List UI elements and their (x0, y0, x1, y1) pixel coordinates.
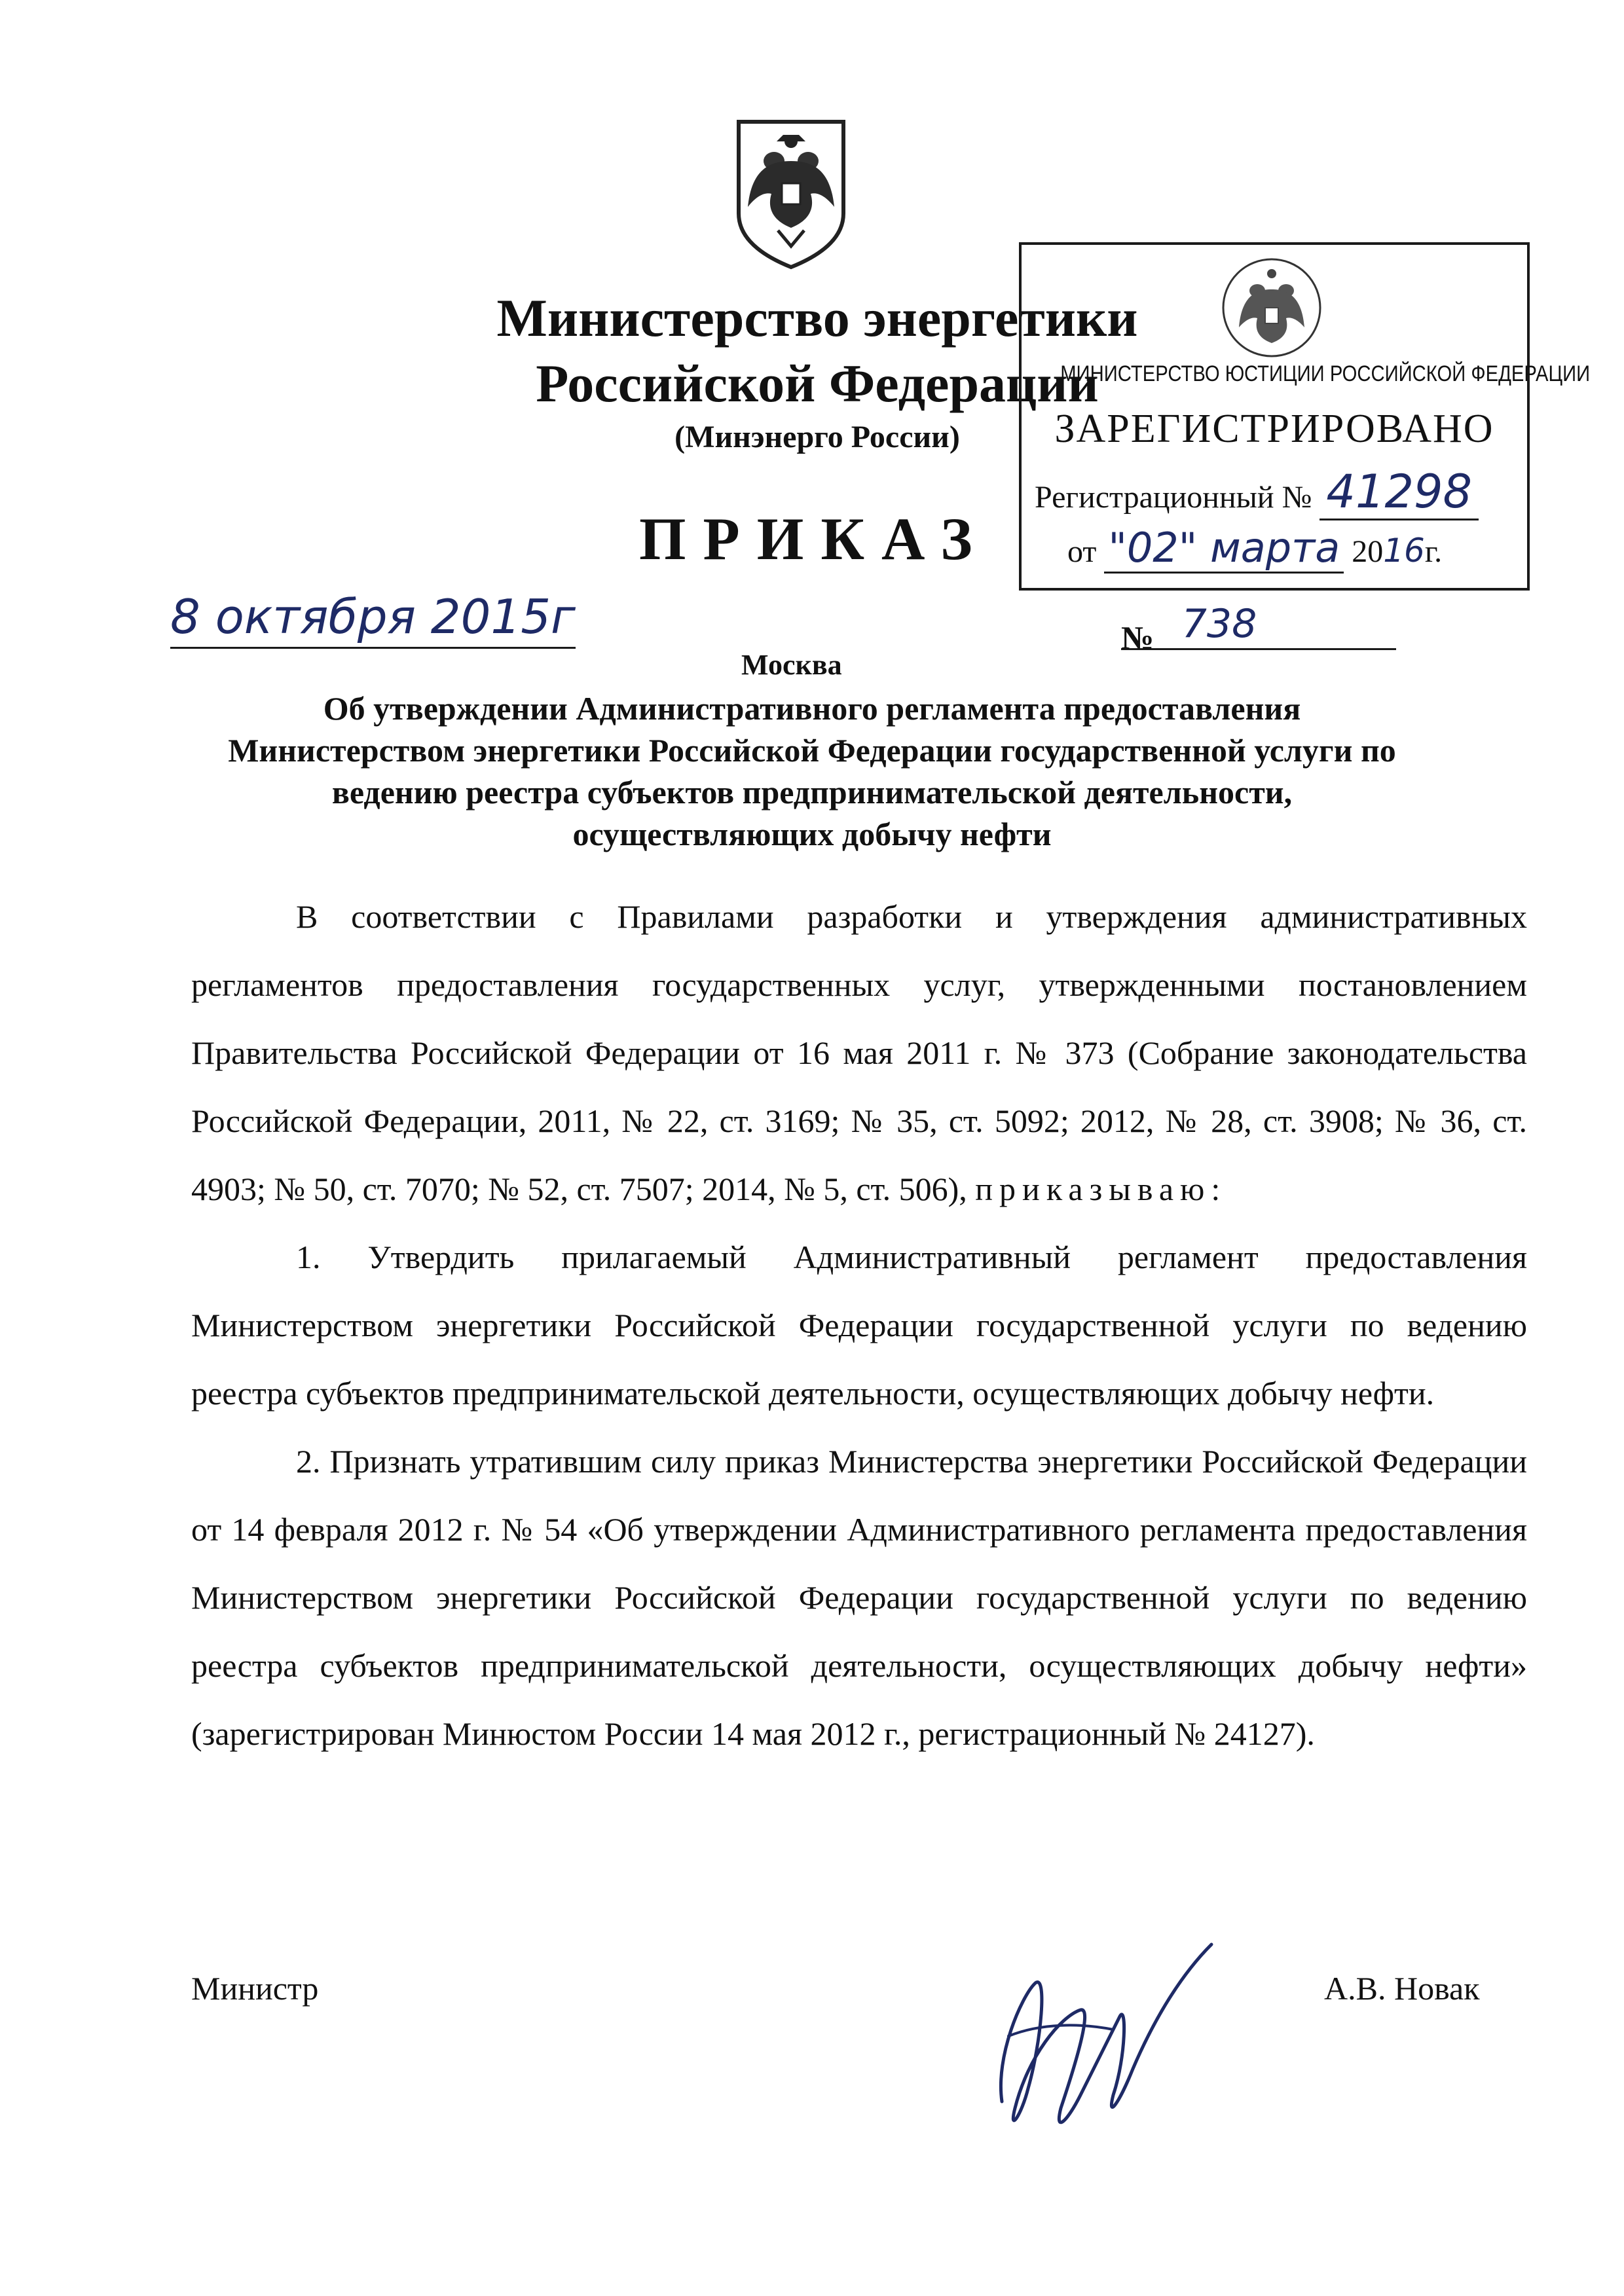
stamp-emblem-icon (1219, 255, 1324, 360)
signatory-position: Министр (191, 1970, 319, 2007)
ministry-short-name: (Минэнерго России) (674, 420, 960, 454)
title-line-2: Министерством энергетики Российской Федерации государственной услуги по (228, 732, 1396, 769)
coat-of-arms-emblem (726, 115, 857, 272)
preamble-paragraph (191, 883, 1527, 1223)
document-body (191, 883, 1527, 1768)
document-type-heading: ПРИКАЗ (639, 505, 989, 572)
order-word: приказываю: (975, 1171, 1227, 1207)
stamp-reg-label: Регистрационный № (1035, 480, 1312, 515)
item-1-paragraph: 1. Утвердить прилагаемый Административный регламент предоставления Министерством энергетики Российской Федерации государственной услуги по ведению реестра субъектов предпринимательской деятельности, осуществляющих добычу нефти. (191, 1239, 1527, 1412)
signatory-name: А.В. Новак (1324, 1970, 1480, 2007)
stamp-reg-number-row (1035, 465, 1479, 519)
item-2-paragraph: 2. Признать утратившим силу приказ Министерства энергетики Российской Федерации от 14 февраля 2012 г. № 54 «Об утверждении Административного регламента предоставления Министерством энергетики Российской Федерации государственной услуги по ведению реестра субъектов предпринимательской деятельности, осуществляющих добычу нефти» (зарегистрирован Минюстом России 14 мая 2012 г., регистрационный № 24127). (191, 1443, 1527, 1752)
stamp-organization: МИНИСТЕРСТВО ЮСТИЦИИ РОССИЙСКОЙ ФЕДЕРАЦИИ (1060, 361, 1591, 386)
title-line-4: осуществляющих добычу нефти (572, 816, 1052, 852)
signature-image (982, 1938, 1231, 2164)
title-line-3: ведению реестра субъектов предпринимательской деятельности, (331, 774, 1293, 811)
stamp-reg-number: 41298 (1320, 465, 1479, 520)
order-number-handwritten: 738 (1181, 601, 1257, 647)
document-title (131, 687, 1493, 855)
order-number-row (1121, 601, 1396, 656)
ministry-name-line1: Министерство энергетики (496, 288, 1138, 348)
stamp-year-prefix: 20 (1352, 534, 1384, 569)
order-date-handwritten: 8 октября 2015г (170, 589, 576, 649)
stamp-date-prefix: от (1067, 534, 1097, 569)
stamp-date-handwritten: "02" марта (1104, 524, 1344, 574)
ministry-name-line2: Российской Федерации (536, 354, 1099, 413)
stamp-year-handwritten: 16 (1383, 532, 1425, 570)
stamp-year-suffix: г. (1424, 534, 1443, 569)
order-number-label: № (1121, 619, 1154, 656)
city-label: Москва (741, 649, 842, 681)
title-line-1: Об утверждении Административного регламента предоставления (323, 690, 1301, 727)
preamble-text: В соответствии с Правилами разработки и утверждения административных регламентов предоставления государственных услуг, утвержденными постановлением Правительства Российской Федерации от 16 мая 2011 г. № 373 (Собрание законодательства Российской Федерации, 2011, № 22, ст. 3169; № 35, ст. 5092; 2012, № 28, ст. 3908; № 36, ст. 4903; № 50, ст. 7070; № 52, ст. 7507; 2014, № 5, ст. 506), (191, 898, 1527, 1207)
stamp-date-row (1067, 524, 1442, 572)
stamp-status: ЗАРЕГИСТРИРОВАНО (1054, 407, 1494, 451)
